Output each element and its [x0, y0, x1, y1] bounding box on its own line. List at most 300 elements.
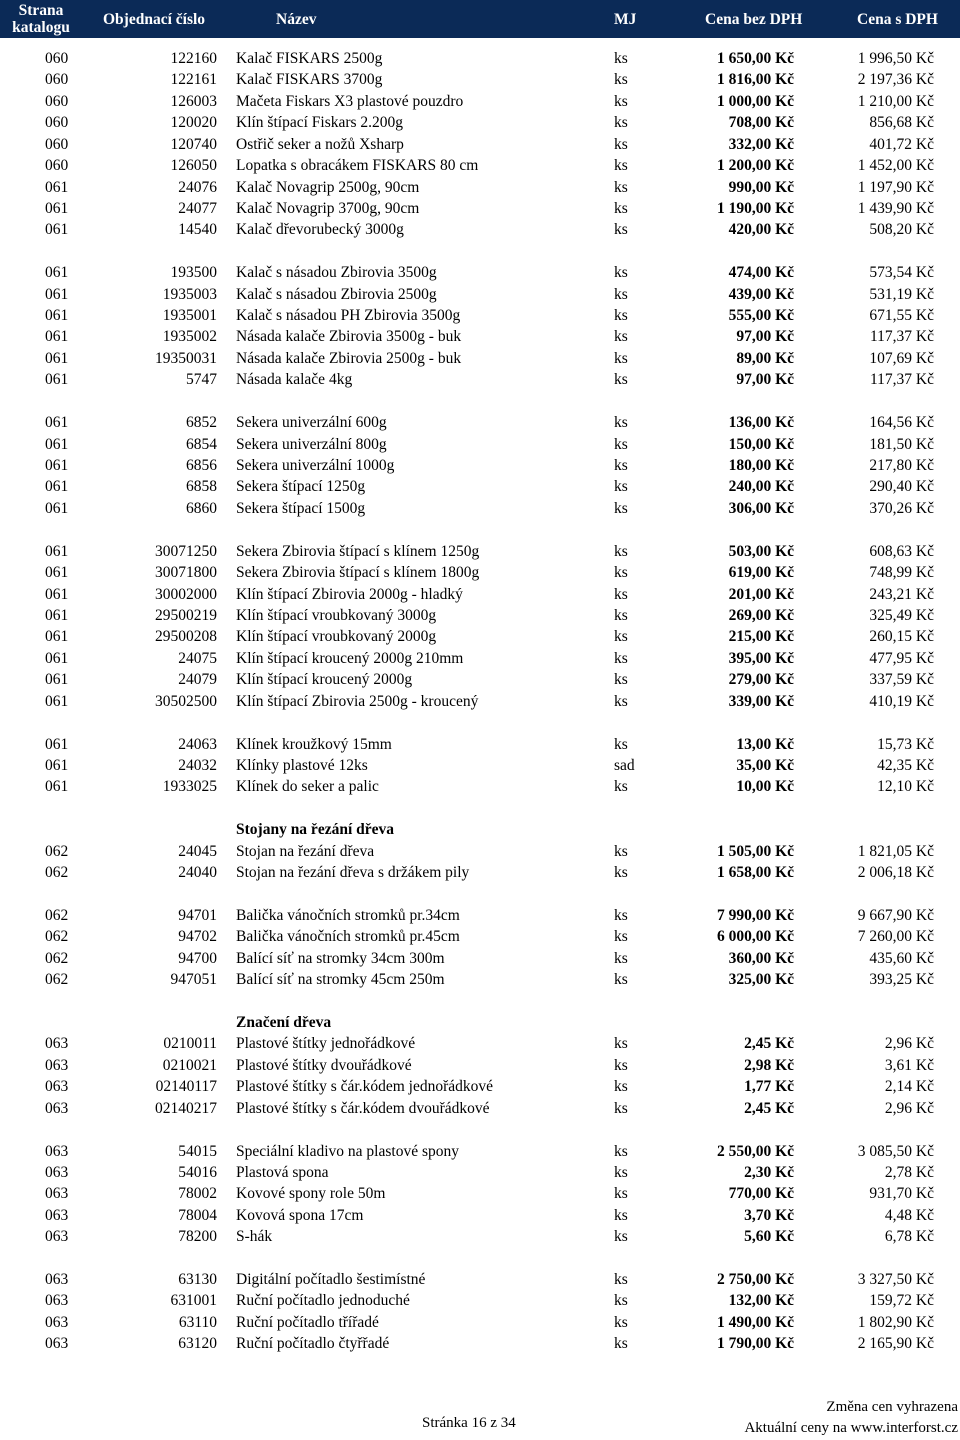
cell-strana: 063 — [45, 1142, 69, 1160]
cell-nazev: Lopatka s obracákem FISKARS 80 cm — [236, 157, 479, 175]
header-strana-line2: katalogu — [12, 19, 70, 36]
cell-cena-bez-dph: 1 790,00 Kč — [716, 1335, 794, 1353]
cell-cena-s-dph: 3,61 Kč — [884, 1056, 934, 1074]
cell-nazev: Plastové štítky jednořádkové — [236, 1035, 416, 1053]
cell-cena-s-dph: 1 821,05 Kč — [857, 842, 934, 860]
table-row — [0, 776, 960, 797]
table-row — [0, 348, 960, 369]
cell-mj: ks — [614, 499, 628, 517]
cell-strana: 063 — [45, 1035, 69, 1053]
cell-strana: 063 — [45, 1185, 69, 1203]
table-header — [0, 0, 960, 38]
table-row — [0, 541, 960, 562]
cell-strana: 063 — [45, 1228, 69, 1246]
cell-cena-s-dph: 42,35 Kč — [877, 756, 934, 774]
cell-cena-bez-dph: 990,00 Kč — [728, 178, 794, 196]
table-row — [0, 1205, 960, 1226]
table-row — [0, 669, 960, 690]
cell-strana: 061 — [45, 735, 69, 753]
cell-strana: 063 — [45, 1163, 69, 1181]
cell-objednaci-cislo: 94702 — [178, 928, 217, 946]
table-row — [0, 219, 960, 240]
cell-objednaci-cislo: 24076 — [178, 178, 217, 196]
cell-mj: ks — [614, 199, 628, 217]
cell-objednaci-cislo: 30002000 — [155, 585, 217, 603]
cell-cena-bez-dph: 332,00 Kč — [728, 135, 794, 153]
cell-mj: ks — [614, 928, 628, 946]
cell-cena-bez-dph: 2 750,00 Kč — [716, 1271, 794, 1289]
table-row — [0, 1141, 960, 1162]
cell-cena-bez-dph: 279,00 Kč — [728, 671, 794, 689]
cell-objednaci-cislo: 6858 — [186, 478, 217, 496]
cell-cena-s-dph: 12,10 Kč — [877, 778, 934, 796]
cell-mj: ks — [614, 1271, 628, 1289]
cell-nazev: Klín štípací Zbirovia 2000g - hladký — [236, 585, 463, 603]
header-cena-bez-dph: Cena bez DPH — [705, 10, 803, 28]
cell-cena-s-dph: 260,15 Kč — [869, 628, 934, 646]
cell-cena-bez-dph: 439,00 Kč — [728, 285, 794, 303]
cell-nazev: Klínek do seker a palic — [236, 778, 379, 796]
table-row — [0, 1183, 960, 1204]
cell-cena-bez-dph: 2,30 Kč — [744, 1163, 794, 1181]
cell-nazev: Balička vánočních stromků pr.45cm — [236, 928, 460, 946]
cell-objednaci-cislo: 6856 — [186, 457, 217, 475]
cell-mj: ks — [614, 457, 628, 475]
cell-strana: 061 — [45, 435, 69, 453]
cell-cena-bez-dph: 97,00 Kč — [736, 328, 794, 346]
cell-cena-bez-dph: 1 505,00 Kč — [716, 842, 794, 860]
cell-nazev: Kalač s násadou Zbirovia 2500g — [236, 285, 437, 303]
cell-strana: 060 — [45, 114, 69, 132]
cell-strana: 061 — [45, 649, 69, 667]
cell-cena-s-dph: 608,63 Kč — [869, 542, 934, 560]
cell-objednaci-cislo: 126003 — [170, 92, 217, 110]
cell-strana: 063 — [45, 1313, 69, 1331]
cell-cena-s-dph: 181,50 Kč — [869, 435, 934, 453]
cell-nazev: Mačeta Fiskars X3 plastové pouzdro — [236, 92, 464, 110]
table-row — [0, 262, 960, 283]
cell-cena-bez-dph: 201,00 Kč — [728, 585, 794, 603]
cell-cena-bez-dph: 13,00 Kč — [736, 735, 794, 753]
cell-nazev: Klín štípací Fiskars 2.200g — [236, 114, 404, 132]
cell-strana: 061 — [45, 756, 69, 774]
cell-cena-s-dph: 931,70 Kč — [869, 1185, 934, 1203]
cell-strana: 060 — [45, 157, 69, 175]
cell-objednaci-cislo: 24032 — [178, 756, 217, 774]
cell-mj: ks — [614, 842, 628, 860]
cell-objednaci-cislo: 6860 — [186, 499, 217, 517]
header-cena-s-dph: Cena s DPH — [857, 10, 938, 28]
cell-cena-bez-dph: 35,00 Kč — [736, 756, 794, 774]
cell-mj: ks — [614, 1078, 628, 1096]
table-row — [0, 841, 960, 862]
cell-mj: ks — [614, 1313, 628, 1331]
cell-mj: ks — [614, 949, 628, 967]
table-row — [0, 284, 960, 305]
cell-nazev: Kovová spona 17cm — [236, 1206, 364, 1224]
cell-cena-bez-dph: 180,00 Kč — [728, 457, 794, 475]
cell-cena-bez-dph: 619,00 Kč — [728, 564, 794, 582]
cell-cena-bez-dph: 395,00 Kč — [728, 649, 794, 667]
cell-mj: ks — [614, 328, 628, 346]
cell-objednaci-cislo: 1935002 — [162, 328, 217, 346]
cell-cena-bez-dph: 2,45 Kč — [744, 1035, 794, 1053]
cell-objednaci-cislo: 54016 — [178, 1163, 217, 1181]
cell-objednaci-cislo: 6852 — [186, 414, 217, 432]
cell-objednaci-cislo: 120020 — [170, 114, 217, 132]
cell-mj: ks — [614, 1099, 628, 1117]
cell-mj: ks — [614, 864, 628, 882]
cell-nazev: Sekera štípací 1500g — [236, 499, 366, 517]
cell-objednaci-cislo: 120740 — [170, 135, 217, 153]
page-number: Stránka 16 z 34 — [422, 1415, 516, 1431]
cell-objednaci-cislo: 94700 — [178, 949, 217, 967]
cell-objednaci-cislo: 78002 — [178, 1185, 217, 1203]
table-row — [0, 1269, 960, 1290]
cell-mj: ks — [614, 92, 628, 110]
header-objednaci-cislo: Objednací číslo — [103, 10, 206, 28]
cell-objednaci-cislo: 78004 — [178, 1206, 217, 1224]
table-row — [0, 1312, 960, 1333]
table-row — [0, 926, 960, 947]
cell-nazev: Stojan na řezání dřeva s držákem pily — [236, 864, 470, 882]
cell-objednaci-cislo: 126050 — [170, 157, 217, 175]
cell-cena-bez-dph: 360,00 Kč — [728, 949, 794, 967]
cell-nazev: Klín štípací vroubkovaný 3000g — [236, 606, 437, 624]
cell-cena-s-dph: 117,37 Kč — [870, 371, 934, 389]
cell-nazev: Kalač Novagrip 2500g, 90cm — [236, 178, 420, 196]
spacer-row — [0, 391, 960, 412]
cell-nazev: Sekera univerzální 1000g — [236, 457, 395, 475]
cell-cena-s-dph: 435,60 Kč — [869, 949, 934, 967]
table-row — [0, 1290, 960, 1311]
cell-cena-bez-dph: 474,00 Kč — [728, 264, 794, 282]
cell-mj: ks — [614, 542, 628, 560]
cell-strana: 061 — [45, 671, 69, 689]
cell-objednaci-cislo: 0210011 — [163, 1035, 217, 1053]
cell-strana: 061 — [45, 349, 69, 367]
cell-mj: ks — [614, 349, 628, 367]
cell-nazev: Ostřič seker a nožů Xsharp — [236, 135, 404, 153]
cell-objednaci-cislo: 1933025 — [162, 778, 217, 796]
cell-mj: ks — [614, 221, 628, 239]
cell-cena-bez-dph: 269,00 Kč — [728, 606, 794, 624]
cell-nazev: Balička vánočních stromků pr.34cm — [236, 906, 460, 924]
cell-mj: ks — [614, 971, 628, 989]
cell-strana: 061 — [45, 628, 69, 646]
cell-nazev: Balící síť na stromky 45cm 250m — [236, 971, 445, 989]
cell-nazev: Kalač Novagrip 3700g, 90cm — [236, 199, 420, 217]
cell-nazev: Sekera Zbirovia štípací s klínem 1800g — [236, 564, 480, 582]
cell-strana: 061 — [45, 478, 69, 496]
cell-mj: ks — [614, 478, 628, 496]
cell-cena-s-dph: 7 260,00 Kč — [857, 928, 934, 946]
cell-cena-s-dph: 508,20 Kč — [869, 221, 934, 239]
cell-strana: 063 — [45, 1056, 69, 1074]
cell-nazev: Klín štípací Zbirovia 2500g - kroucený — [236, 692, 479, 710]
cell-strana: 062 — [45, 864, 69, 882]
cell-cena-bez-dph: 1 190,00 Kč — [716, 199, 794, 217]
cell-cena-s-dph: 1 996,50 Kč — [857, 50, 934, 67]
cell-cena-s-dph: 370,26 Kč — [869, 499, 934, 517]
cell-mj: ks — [614, 71, 628, 89]
cell-objednaci-cislo: 54015 — [178, 1142, 217, 1160]
cell-cena-bez-dph: 2,45 Kč — [744, 1099, 794, 1117]
cell-cena-s-dph: 671,55 Kč — [869, 307, 934, 325]
cell-strana: 062 — [45, 928, 69, 946]
cell-mj: ks — [614, 778, 628, 796]
cell-cena-s-dph: 2 006,18 Kč — [857, 864, 934, 882]
cell-objednaci-cislo: 947051 — [170, 971, 217, 989]
cell-cena-bez-dph: 132,00 Kč — [728, 1292, 794, 1310]
cell-strana: 061 — [45, 778, 69, 796]
cell-objednaci-cislo: 30071800 — [155, 564, 217, 582]
section-title: Stojany na řezání dřeva — [236, 821, 395, 839]
cell-strana: 063 — [45, 1271, 69, 1289]
cell-cena-s-dph: 410,19 Kč — [869, 692, 934, 710]
header-strana — [0, 0, 82, 38]
cell-cena-bez-dph: 770,00 Kč — [728, 1185, 794, 1203]
cell-mj: ks — [614, 414, 628, 432]
cell-cena-bez-dph: 215,00 Kč — [728, 628, 794, 646]
cell-mj: ks — [614, 1228, 628, 1246]
cell-objednaci-cislo: 19350031 — [155, 349, 217, 367]
cell-strana: 061 — [45, 414, 69, 432]
cell-mj: ks — [614, 1056, 628, 1074]
cell-strana: 061 — [45, 264, 69, 282]
cell-nazev: S-hák — [236, 1228, 273, 1246]
cell-mj: ks — [614, 1035, 628, 1053]
cell-objednaci-cislo: 30071250 — [155, 542, 217, 560]
cell-strana: 061 — [45, 585, 69, 603]
cell-mj: ks — [614, 1335, 628, 1353]
cell-cena-bez-dph: 1 658,00 Kč — [716, 864, 794, 882]
cell-strana: 061 — [45, 307, 69, 325]
cell-cena-bez-dph: 1 200,00 Kč — [716, 157, 794, 175]
cell-cena-bez-dph: 2,98 Kč — [744, 1056, 794, 1074]
table-row — [0, 626, 960, 647]
cell-cena-s-dph: 15,73 Kč — [877, 735, 934, 753]
cell-cena-s-dph: 1 439,90 Kč — [857, 199, 934, 217]
cell-objednaci-cislo: 122160 — [170, 50, 217, 67]
table-row — [0, 1098, 960, 1119]
cell-objednaci-cislo: 631001 — [170, 1292, 217, 1310]
cell-strana: 062 — [45, 949, 69, 967]
table-row — [0, 1055, 960, 1076]
cell-cena-bez-dph: 1,77 Kč — [744, 1078, 794, 1096]
table-row — [0, 498, 960, 519]
cell-mj: ks — [614, 1142, 628, 1160]
cell-strana: 060 — [45, 71, 69, 89]
cell-cena-s-dph: 2 197,36 Kč — [857, 71, 934, 89]
cell-cena-bez-dph: 2 550,00 Kč — [716, 1142, 794, 1160]
cell-cena-bez-dph: 5,60 Kč — [744, 1228, 794, 1246]
cell-strana: 061 — [45, 199, 69, 217]
cell-cena-s-dph: 1 210,00 Kč — [857, 92, 934, 110]
cell-mj: ks — [614, 1185, 628, 1203]
table-row — [0, 412, 960, 433]
table-row — [0, 177, 960, 198]
cell-cena-bez-dph: 1 000,00 Kč — [716, 92, 794, 110]
table-row — [0, 691, 960, 712]
table-row — [0, 112, 960, 133]
spacer-row — [0, 1119, 960, 1140]
table-row — [0, 69, 960, 90]
cell-cena-s-dph: 107,69 Kč — [869, 349, 934, 367]
cell-mj: ks — [614, 178, 628, 196]
cell-objednaci-cislo: 24045 — [178, 842, 217, 860]
table-row — [0, 562, 960, 583]
spacer-row — [0, 1248, 960, 1269]
cell-objednaci-cislo: 29500219 — [155, 606, 217, 624]
cell-cena-s-dph: 2,96 Kč — [884, 1035, 934, 1053]
cell-objednaci-cislo: 63130 — [178, 1271, 217, 1289]
cell-cena-s-dph: 4,48 Kč — [884, 1206, 934, 1224]
cell-cena-bez-dph: 89,00 Kč — [736, 349, 794, 367]
cell-strana: 061 — [45, 606, 69, 624]
cell-objednaci-cislo: 6854 — [186, 435, 217, 453]
cell-cena-bez-dph: 555,00 Kč — [728, 307, 794, 325]
cell-objednaci-cislo: 24040 — [178, 864, 217, 882]
cell-nazev: Speciální kladivo na plastové spony — [236, 1142, 459, 1160]
cell-objednaci-cislo: 30502500 — [155, 692, 217, 710]
cell-nazev: Plastové štítky s čár.kódem jednořádkové — [236, 1078, 493, 1096]
header-nazev: Název — [276, 10, 317, 28]
cell-strana: 062 — [45, 906, 69, 924]
cell-objednaci-cislo: 29500208 — [155, 628, 217, 646]
cell-nazev: Klínky plastové 12ks — [236, 756, 368, 774]
cell-strana: 060 — [45, 92, 69, 110]
cell-nazev: Klín štípací kroucený 2000g 210mm — [236, 649, 464, 667]
cell-cena-bez-dph: 420,00 Kč — [728, 221, 794, 239]
cell-nazev: Sekera univerzální 600g — [236, 414, 387, 432]
cell-cena-s-dph: 159,72 Kč — [869, 1292, 934, 1310]
cell-objednaci-cislo: 5747 — [186, 371, 217, 389]
cell-cena-s-dph: 6,78 Kč — [884, 1228, 934, 1246]
table-row — [0, 584, 960, 605]
table-row — [0, 455, 960, 476]
cell-objednaci-cislo: 02140217 — [155, 1099, 217, 1117]
header-strana-line1: Strana — [18, 2, 64, 19]
cell-cena-s-dph: 325,49 Kč — [869, 606, 934, 624]
cell-nazev: Sekera univerzální 800g — [236, 435, 387, 453]
cell-mj: ks — [614, 585, 628, 603]
cell-mj: ks — [614, 1206, 628, 1224]
cell-objednaci-cislo: 94701 — [178, 906, 217, 924]
cell-cena-s-dph: 2 165,90 Kč — [857, 1335, 934, 1353]
cell-nazev: Ruční počítadlo jednoduché — [236, 1292, 410, 1310]
table-row — [0, 755, 960, 776]
footer-notes — [744, 1397, 958, 1439]
cell-cena-s-dph: 117,37 Kč — [870, 328, 934, 346]
cell-mj: ks — [614, 435, 628, 453]
table-row — [0, 369, 960, 390]
cell-nazev: Násada kalače Zbirovia 2500g - buk — [236, 349, 462, 367]
cell-nazev: Klín štípací vroubkovaný 2000g — [236, 628, 437, 646]
cell-objednaci-cislo: 14540 — [178, 221, 217, 239]
cell-cena-bez-dph: 1 650,00 Kč — [716, 50, 794, 67]
cell-nazev: Násada kalače Zbirovia 3500g - buk — [236, 328, 462, 346]
cell-objednaci-cislo: 02140117 — [155, 1078, 217, 1096]
cell-objednaci-cislo: 24063 — [178, 735, 217, 753]
table-row — [0, 91, 960, 112]
cell-cena-s-dph: 748,99 Kč — [869, 564, 934, 582]
current-prices-link: Aktuální ceny na www.interforst.cz — [744, 1420, 958, 1436]
cell-cena-s-dph: 1 197,90 Kč — [857, 178, 934, 196]
price-list-table — [0, 48, 960, 1355]
cell-strana: 063 — [45, 1099, 69, 1117]
cell-cena-bez-dph: 325,00 Kč — [728, 971, 794, 989]
cell-cena-bez-dph: 708,00 Kč — [728, 114, 794, 132]
cell-cena-s-dph: 1 802,90 Kč — [857, 1313, 934, 1331]
cell-cena-bez-dph: 1 490,00 Kč — [716, 1313, 794, 1331]
cell-cena-bez-dph: 306,00 Kč — [728, 499, 794, 517]
table-row — [0, 434, 960, 455]
table-row — [0, 1076, 960, 1097]
cell-mj: ks — [614, 371, 628, 389]
spacer-row — [0, 712, 960, 733]
table-row — [0, 134, 960, 155]
cell-nazev: Kalač FISKARS 3700g — [236, 71, 383, 89]
table-row — [0, 1033, 960, 1054]
cell-cena-s-dph: 337,59 Kč — [869, 671, 934, 689]
cell-cena-bez-dph: 1 816,00 Kč — [716, 71, 794, 89]
cell-cena-bez-dph: 97,00 Kč — [736, 371, 794, 389]
cell-strana: 063 — [45, 1078, 69, 1096]
cell-mj: ks — [614, 606, 628, 624]
cell-mj: ks — [614, 50, 628, 67]
cell-cena-s-dph: 2,78 Kč — [884, 1163, 934, 1181]
cell-mj: ks — [614, 1163, 628, 1181]
cell-mj: ks — [614, 1292, 628, 1310]
cell-cena-s-dph: 3 327,50 Kč — [857, 1271, 934, 1289]
cell-cena-bez-dph: 150,00 Kč — [728, 435, 794, 453]
cell-nazev: Plastové štítky dvouřádkové — [236, 1056, 412, 1074]
cell-nazev: Klín štípací kroucený 2000g — [236, 671, 413, 689]
cell-objednaci-cislo: 24077 — [178, 199, 217, 217]
cell-strana: 061 — [45, 457, 69, 475]
cell-strana: 063 — [45, 1206, 69, 1224]
table-row — [0, 648, 960, 669]
cell-cena-s-dph: 164,56 Kč — [869, 414, 934, 432]
cell-nazev: Sekera štípací 1250g — [236, 478, 366, 496]
table-row — [0, 1226, 960, 1247]
table-row — [0, 155, 960, 176]
cell-cena-s-dph: 243,21 Kč — [869, 585, 934, 603]
cell-nazev: Digitální počítadlo šestimístné — [236, 1271, 426, 1289]
cell-nazev: Ruční počítadlo čtyřřadé — [236, 1335, 390, 1353]
cell-cena-s-dph: 401,72 Kč — [869, 135, 934, 153]
cell-cena-s-dph: 1 452,00 Kč — [857, 157, 934, 175]
cell-cena-s-dph: 531,19 Kč — [869, 285, 934, 303]
table-row — [0, 734, 960, 755]
table-row — [0, 905, 960, 926]
cell-nazev: Balící síť na stromky 34cm 300m — [236, 949, 445, 967]
cell-strana: 061 — [45, 285, 69, 303]
price-change-note: Změna cen vyhrazena — [826, 1399, 958, 1415]
cell-cena-s-dph: 2,96 Kč — [884, 1099, 934, 1117]
cell-cena-bez-dph: 3,70 Kč — [744, 1206, 794, 1224]
spacer-row — [0, 241, 960, 262]
cell-cena-bez-dph: 503,00 Kč — [728, 542, 794, 560]
cell-cena-bez-dph: 136,00 Kč — [728, 414, 794, 432]
cell-cena-s-dph: 2,14 Kč — [884, 1078, 934, 1096]
cell-nazev: Klínek kroužkový 15mm — [236, 735, 392, 753]
cell-nazev: Kalač s násadou Zbirovia 3500g — [236, 264, 437, 282]
table-row — [0, 948, 960, 969]
cell-objednaci-cislo: 1935001 — [162, 307, 217, 325]
cell-cena-s-dph: 856,68 Kč — [869, 114, 934, 132]
